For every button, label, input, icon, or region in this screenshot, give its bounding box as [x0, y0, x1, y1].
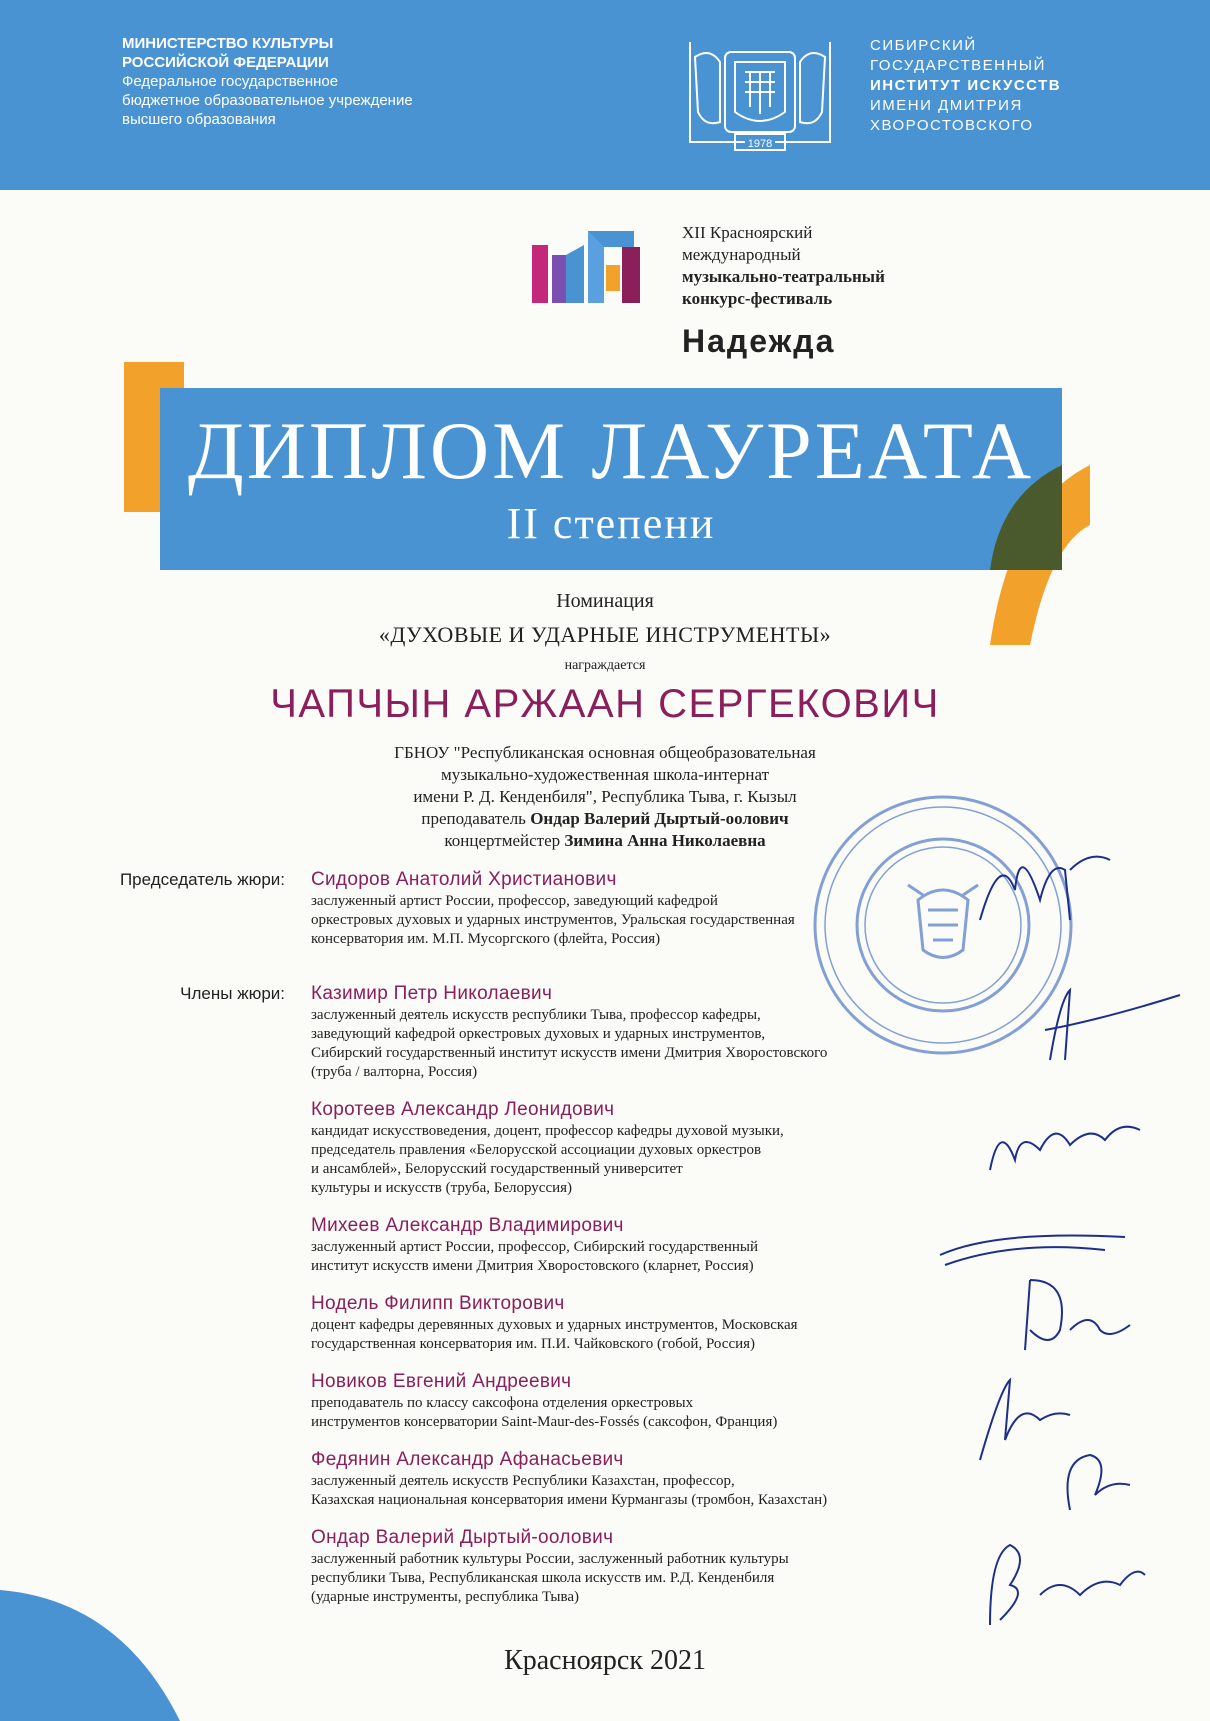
jury-member — [311, 1370, 1031, 1432]
jury-member — [311, 1448, 1031, 1510]
diploma-title: ДИПЛОМ ЛАУРЕАТА — [187, 405, 1035, 496]
institute-line: ИМЕНИ ДМИТРИЯ — [870, 97, 1023, 114]
jury-member-name: Нодель Филипп Викторович — [311, 1293, 565, 1314]
members-label: Члены жюри: — [180, 984, 285, 1003]
signature-member-icon — [1010, 1270, 1140, 1360]
city-year: Красноярск 2021 — [504, 1645, 706, 1676]
emblem-year: 1978 — [747, 138, 773, 150]
jury-member-name: Михеев Александр Владимирович — [311, 1215, 624, 1236]
signature-member-icon — [1050, 1440, 1140, 1530]
jury-member-desc: доцент кафедры деревянных духовых и ударных инструментов, Московская — [311, 1317, 798, 1333]
festival-line: XII Красноярский — [682, 223, 813, 242]
signature-member-icon — [1040, 980, 1190, 1070]
institute-line: ХВОРОСТОВСКОГО — [870, 117, 1034, 134]
diploma-degree: II степени — [506, 499, 716, 548]
jury-member-desc: Сибирский государственный институт искусств имени Дмитрия Хворостовского — [311, 1045, 828, 1061]
olive-corner-decoration — [990, 465, 1062, 570]
jury-member-desc: республики Тыва, Республиканская школа искусств им. Р.Д. Кенденбиля — [311, 1570, 775, 1586]
jury-member-desc: заведующий кафедрой оркестровых духовых и ударных инструментов, — [311, 1026, 766, 1042]
festival-line: музыкально-театральный — [682, 267, 885, 286]
jury-member-desc: государственная консерватория им. П.И. Чайковского (гобой, Россия) — [311, 1336, 756, 1352]
signature-member-icon — [935, 1225, 1135, 1275]
jury-member-desc: институт искусств имени Дмитрия Хворостовского (кларнет, Россия) — [311, 1258, 754, 1274]
organization-line: имени Р. Д. Кенденбиля", Республика Тыва, г. Кызыл — [413, 787, 797, 806]
festival-line: международный — [682, 245, 801, 264]
jury-member-desc: кандидат искусствоведения, доцент, профессор кафедры духовой музыки, — [311, 1123, 784, 1139]
jury-member-desc: заслуженный деятель искусств республики Тыва, профессор кафедры, — [311, 1007, 761, 1023]
jury-member-desc: (труба / валторна, Россия) — [311, 1064, 478, 1080]
ministry-line: Федеральное государственное — [122, 73, 339, 90]
ministry-block — [122, 34, 413, 129]
jury-member-name: Сидоров Анатолий Христианович — [311, 869, 617, 890]
jury-member — [311, 1098, 1031, 1198]
jury-member-name: Новиков Евгений Андреевич — [311, 1371, 572, 1392]
jury-member-desc: заслуженный артист России, профессор, Сибирский государственный — [311, 1239, 758, 1255]
jury-member-desc: заслуженный деятель искусств Республики Казахстан, профессор, — [311, 1473, 735, 1489]
ministry-line: бюджетное образовательное учреждение — [122, 92, 413, 109]
institute-line: СИБИРСКИЙ — [870, 37, 977, 54]
accompanist-name: Зимина Анна Николаевна — [564, 831, 766, 850]
jury-member-desc: (ударные инструменты, республика Тыва) — [311, 1589, 580, 1605]
ministry-line: высшего образования — [122, 111, 276, 128]
laureate-name: ЧАПЧЫН АРЖААН СЕРГЕКОВИЧ — [270, 682, 940, 726]
chair-label: Председатель жюри: — [119, 870, 285, 889]
nomination-label: Номинация — [556, 590, 654, 612]
header-band — [0, 0, 1210, 190]
jury-member-desc: заслуженный артист России, профессор, заведующий кафедрой — [311, 893, 718, 909]
festival-logo-icon — [530, 225, 650, 315]
teacher-label: преподаватель — [421, 809, 526, 828]
accompanist-label: концертмейстер — [444, 831, 561, 850]
jury-member-desc: преподаватель по классу саксофона отделения оркестровых — [311, 1395, 694, 1411]
jury-member-desc: культуры и искусств (труба, Белоруссия) — [311, 1180, 573, 1196]
signature-chair-icon — [970, 830, 1120, 940]
festival-line: конкурс-фестиваль — [682, 289, 833, 308]
jury-member-desc: консерватория им. М.П. Мусоргского (флейта, Россия) — [311, 931, 661, 947]
jury-member-desc: и ансамблей», Белорусский государственный университет — [311, 1161, 683, 1177]
institute-line: ИНСТИТУТ ИСКУССТВ — [870, 77, 1062, 94]
jury-member — [311, 1214, 1031, 1276]
nomination-title: «ДУХОВЫЕ И УДАРНЫЕ ИНСТРУМЕНТЫ» — [378, 622, 832, 647]
organization-line: музыкально-художественная школа-интернат — [440, 765, 770, 784]
ministry-line: МИНИСТЕРСТВО КУЛЬТУРЫ — [122, 35, 334, 52]
signature-member-icon — [980, 1100, 1150, 1190]
jury-member — [311, 1292, 1031, 1354]
title-banner — [160, 388, 1062, 570]
institute-emblem-icon — [680, 32, 840, 162]
institute-line: ГОСУДАРСТВЕННЫЙ — [870, 57, 1046, 74]
jury-member-name: Ондар Валерий Дыртый-оолович — [311, 1527, 614, 1548]
teacher-name: Ондар Валерий Дыртый-оолович — [530, 809, 789, 828]
signature-member-icon — [970, 1535, 1150, 1635]
jury-member-desc: инструментов консерватории Saint-Maur-des-Fossés (саксофон, Франция) — [311, 1414, 778, 1430]
jury-member-desc: заслуженный работник культуры России, заслуженный работник культуры — [311, 1551, 789, 1567]
jury-member-name: Коротеев Александр Леонидович — [311, 1099, 615, 1120]
ministry-line: РОССИЙСКОЙ ФЕДЕРАЦИИ — [122, 54, 329, 71]
jury-member-name: Федянин Александр Афанасьевич — [311, 1449, 624, 1470]
blue-arc-decoration — [0, 1560, 200, 1721]
awarded-label: награждается — [564, 658, 646, 673]
jury-member-desc: Казахская национальная консерватория имени Курмангазы (тромбон, Казахстан) — [311, 1492, 828, 1508]
jury-member-name: Казимир Петр Николаевич — [311, 983, 553, 1004]
festival-caption — [682, 222, 885, 310]
jury-member — [311, 1526, 1031, 1607]
festival-name: Надежда — [682, 323, 836, 359]
institute-block — [870, 36, 1061, 136]
jury-member-desc: оркестровых духовых и ударных инструментов, Уральская государственная — [311, 912, 795, 928]
jury-member-desc: председатель правления «Белорусской ассоциации духовых оркестров — [311, 1142, 762, 1158]
organization-line: ГБНОУ "Республиканская основная общеобразовательная — [394, 743, 816, 762]
